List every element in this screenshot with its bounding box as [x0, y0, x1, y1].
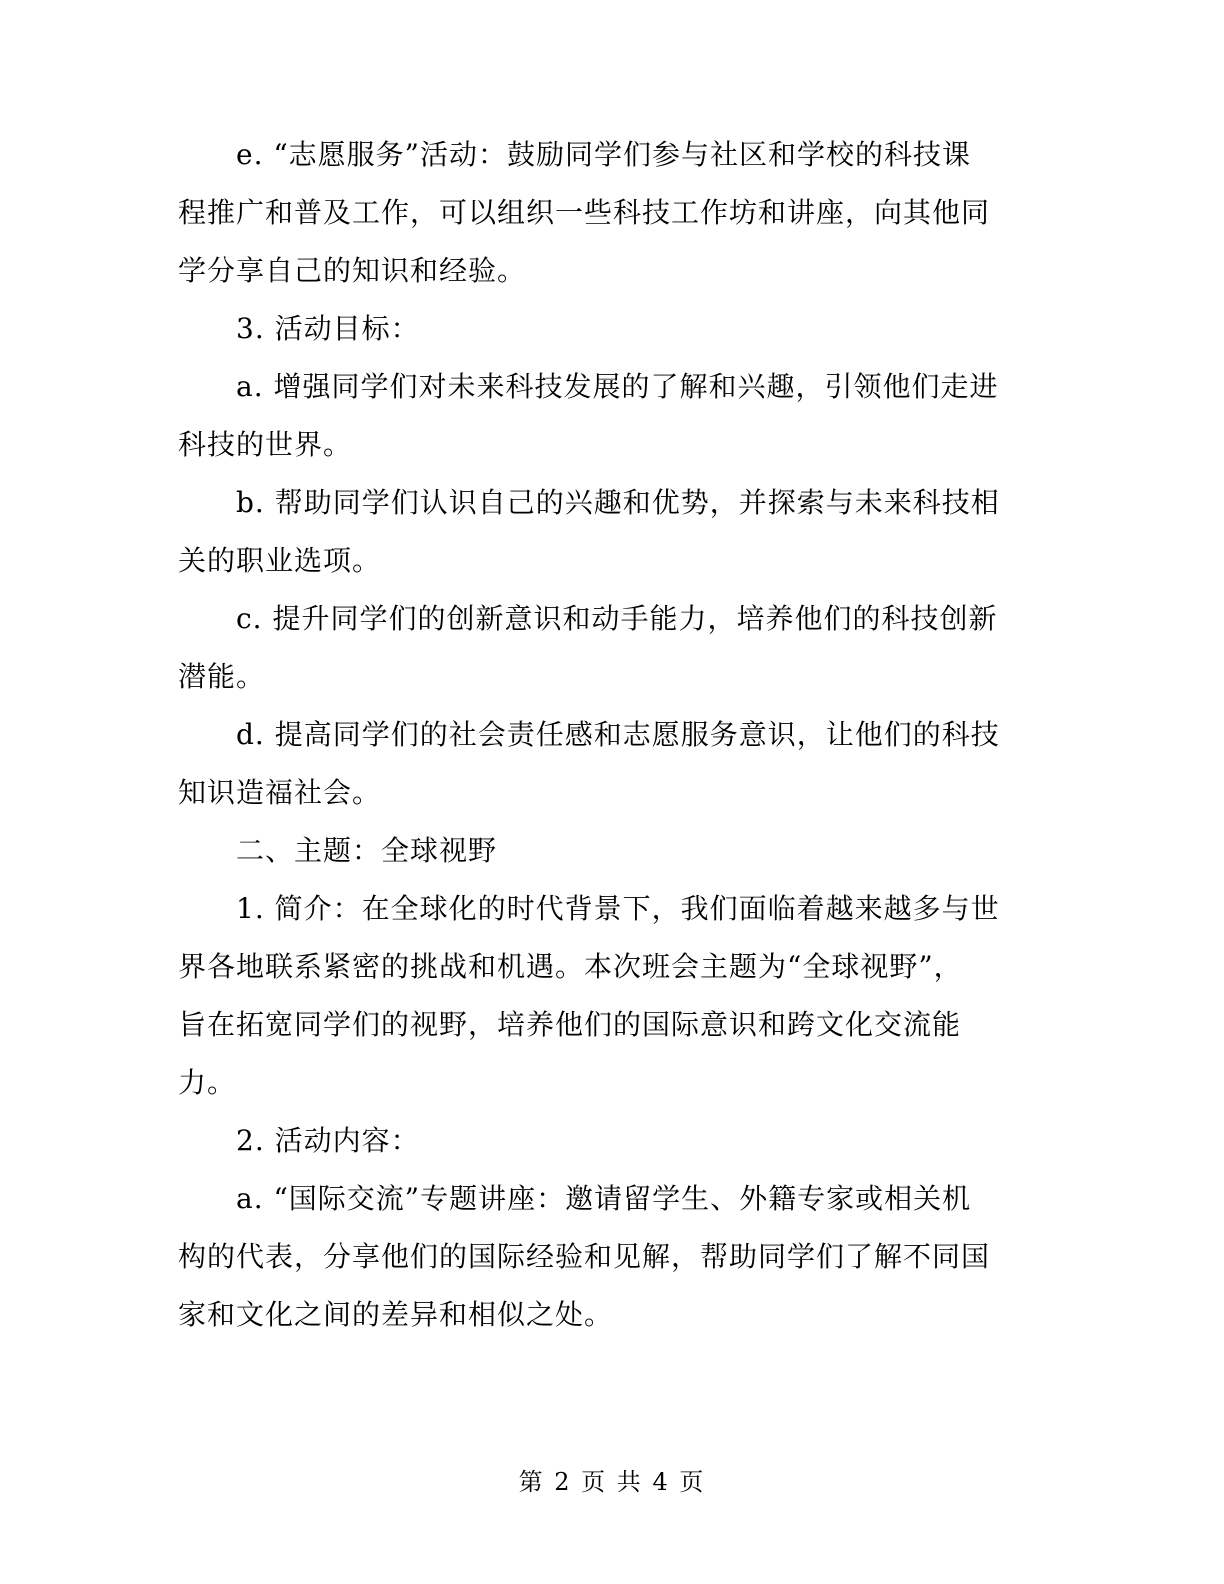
heading-activity-content	[178, 1112, 1038, 1170]
heading-activity-goals	[178, 300, 1038, 358]
text-line: 界各地联系紧密的挑战和机遇。本次班会主题为“全球视野”，	[178, 950, 963, 983]
text-line: 力。	[178, 1066, 237, 1099]
text-line: 构的代表，分享他们的国际经验和见解，帮助同学们了解不同国	[178, 1240, 991, 1273]
paragraph-international-lecture	[178, 1170, 1038, 1344]
text-line: 2. 活动内容：	[236, 1124, 420, 1157]
text-line: 二、主题：全球视野	[236, 834, 498, 867]
paragraph-goal-c	[178, 590, 1038, 706]
heading-theme-global-vision	[178, 822, 1038, 880]
text-line: a. “国际交流”专题讲座：邀请留学生、外籍专家或相关机	[236, 1182, 972, 1215]
paragraph-e-volunteer-service	[178, 126, 1038, 300]
text-line: a. 增强同学们对未来科技发展的了解和兴趣，引领他们走进	[236, 370, 999, 403]
text-line: 家和文化之间的差异和相似之处。	[178, 1298, 614, 1331]
paragraph-goal-a	[178, 358, 1038, 474]
text-line: d. 提高同学们的社会责任感和志愿服务意识，让他们的科技	[236, 718, 1000, 751]
text-line: 科技的世界。	[178, 428, 353, 461]
paragraph-introduction	[178, 880, 1038, 1112]
page-number-footer: 第 2 页 共 4 页	[518, 1468, 706, 1496]
text-line: 程推广和普及工作，可以组织一些科技工作坊和讲座，向其他同	[178, 196, 991, 229]
document-body	[178, 126, 1038, 1344]
text-line: 关的职业选项。	[178, 544, 382, 577]
text-line: 1. 简介：在全球化的时代背景下，我们面临着越来越多与世	[236, 892, 1000, 925]
text-line: b. 帮助同学们认识自己的兴趣和优势，并探索与未来科技相	[236, 486, 1000, 519]
text-line: e. “志愿服务”活动：鼓励同学们参与社区和学校的科技课	[236, 138, 972, 171]
text-line: 旨在拓宽同学们的视野，培养他们的国际意识和跨文化交流能	[178, 1008, 962, 1041]
text-line: 潜能。	[178, 660, 266, 693]
text-line: 学分享自己的知识和经验。	[178, 254, 527, 287]
text-line: 3. 活动目标：	[236, 312, 420, 345]
text-line: 知识造福社会。	[178, 776, 382, 809]
paragraph-goal-b	[178, 474, 1038, 590]
paragraph-goal-d	[178, 706, 1038, 822]
text-line: c. 提升同学们的创新意识和动手能力，培养他们的科技创新	[236, 602, 998, 635]
